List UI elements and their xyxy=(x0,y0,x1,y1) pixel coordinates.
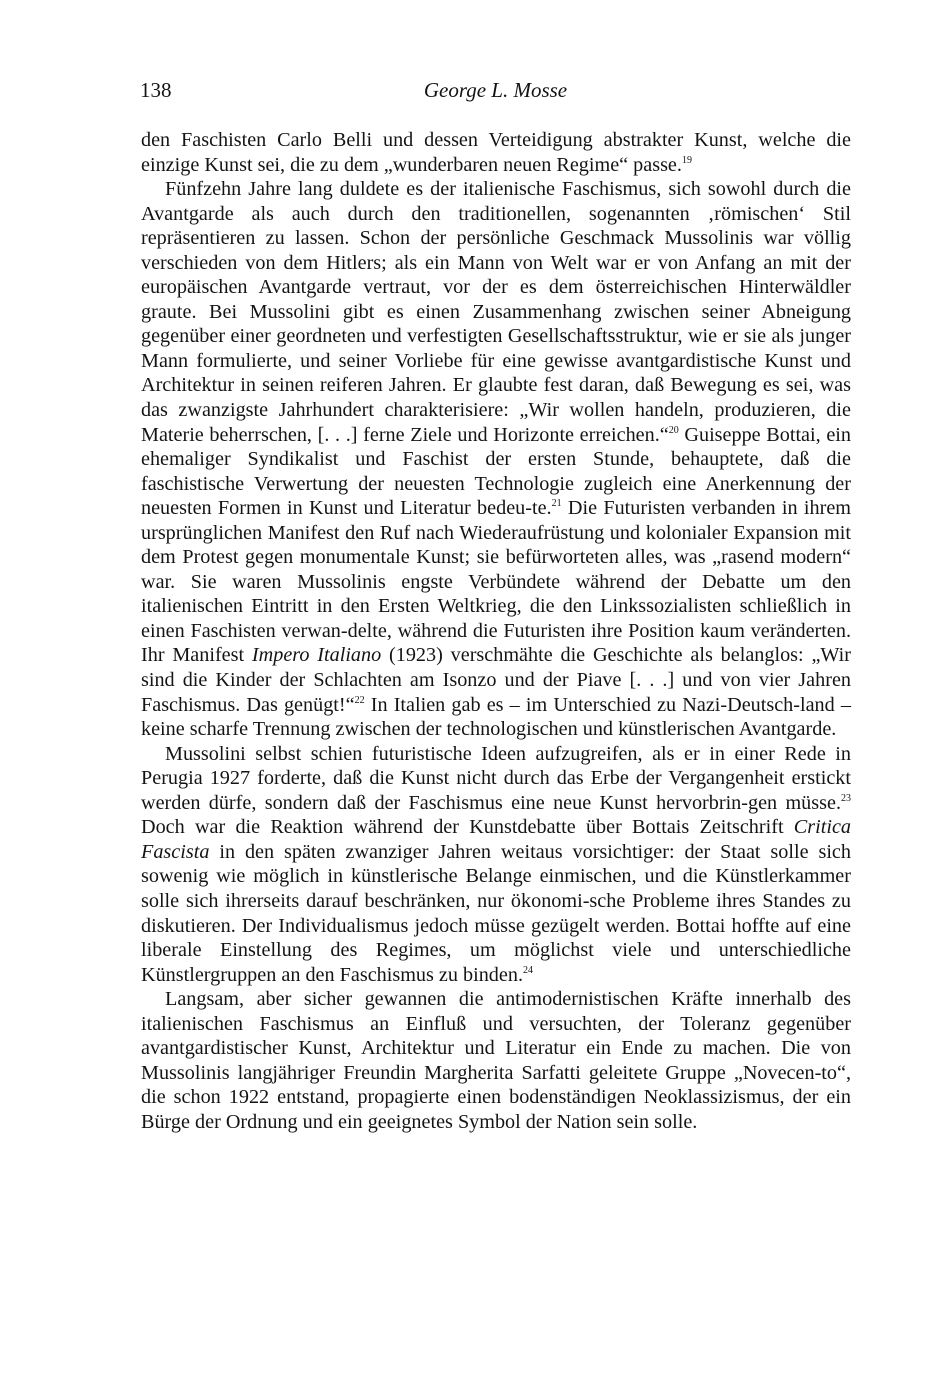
footnote-ref-23: 23 xyxy=(841,792,851,804)
paragraph xyxy=(141,742,851,987)
footnote-ref-21: 21 xyxy=(551,498,562,510)
italic-title: Impero Italiano xyxy=(251,644,382,667)
text-run: In Italien gab es – im Unterschied zu Nazi-Deutsch-land – keine scharfe Trennung zwischen der technologischen und künstlerischen Avantgarde. xyxy=(141,693,851,741)
running-title: George L. Mosse xyxy=(423,78,568,102)
paragraph xyxy=(141,177,851,742)
paragraph xyxy=(141,128,851,177)
page-header xyxy=(140,78,851,108)
footnote-ref-19: 19 xyxy=(681,154,692,166)
footnote-ref-22: 22 xyxy=(354,694,365,706)
text-run: (1923) verschmähte die Geschichte als belanglos: „Wir sind die Kinder der Schlachten am Isonzo und der Piave [. . .] und von vier Jahren Faschismus. Das genügt!“ xyxy=(141,644,851,716)
text-run: den Faschisten Carlo Belli und dessen Verteidigung abstrakter Kunst, welche die einzige Kunst sei, die zu dem „wunderbaren neuen Regime“ passe. xyxy=(141,129,851,176)
paragraph xyxy=(141,987,851,1134)
text-run: Langsam, aber sicher gewannen die antimodernistischen Kräfte innerhalb des italienischen Faschismus an Einfluß und versuchten, der Toleranz gegenüber avantgardistischer Kunst, Architektur und Literatur ein Ende zu machen. Die von Mussolinis langjähriger Freundin Margherita Sarfatti geleitete Gruppe „Novecen-to“, die schon 1922 entstand, propagierte einen bodenständigen Neoklassizismus, der ein Bürge der Ordnung und ein geeignetes Symbol der Nation sein solle. xyxy=(141,988,851,1133)
text-run: Fünfzehn Jahre lang duldete es der italienische Faschismus, sich sowohl durch die Avantgarde als auch durch den traditionellen, sogenannten ‚römischen‘ Stil repräsentieren zu lassen. Schon der persönliche Geschmack Mussolinis war völlig verschieden von dem Hitlers; als ein Mann von Welt war er von Anfang an mit der europäischen Avantgarde vertraut, vor der es dem österreichischen Hinterwäldler graute. Bei Mussolini gibt es einen Zusammenhang zwischen seiner Abneigung gegenüber einer geordneten und verfestigten Gesellschaftsstruktur, wie er sie als junger Mann formulierte, und seiner Vorliebe für eine gewisse avantgardistische Kunst und Architektur in seinen reiferen Jahren. Er glaubte fest daran, daß Bewegung es sei, was das zwanzigste Jahrhundert charakterisiere: „Wir wollen handeln, produzieren, die Materie beherrschen, [. . .] ferne Ziele und Horizonte erreichen.“ xyxy=(141,178,851,446)
italic-title: Critica Fascista xyxy=(141,816,851,863)
footnote-ref-24: 24 xyxy=(523,964,534,976)
text-run: Die Futuristen verbanden in ihrem ursprünglichen Manifest den Ruf nach Wiederaufrüstung und kolonialer Expansion mit dem Protest gegen monumentale Kunst; sie befürworteten alles, was „rasend modern“ war. Sie waren Mussolinis engste Verbündete während der Debatte um den italienischen Eintritt in den Ersten Weltkrieg, die den Linkssozialisten schließlich in einen Faschisten verwan-delte, während die Futuristen ihre Position kaum veränderten. Ihr Manifest xyxy=(141,497,851,667)
text-run: in den späten zwanziger Jahren weitaus vorsichtiger: der Staat solle sich sowenig wie möglich in künstlerische Belange einmischen, und die Künstlerkammer solle sich ihrerseits darauf beschränken, nur ökonomi-sche Probleme ihres Standes zu diskutieren. Der Individualismus jedoch müsse gezügelt werden. Bottai hoffte auf eine liberale Einstellung des Regimes, um möglichst viele und unterschiedliche Künstlergruppen an den Faschismus zu binden. xyxy=(141,840,851,986)
body-text xyxy=(141,128,851,1134)
footnote-ref-20: 20 xyxy=(668,424,679,436)
text-run: Mussolini selbst schien futuristische Ideen aufzugreifen, als er in einer Rede in Perugia 1927 forderte, daß die Kunst nicht durch das Erbe der Vergangenheit erstickt werden dürfe, sondern daß der Faschismus eine neue Kunst hervorbrin-gen müsse. xyxy=(141,742,851,814)
text-run: Doch war die Reaktion während der Kunstdebatte über Bottais Zeitschrift xyxy=(141,816,794,839)
page-number: 138 xyxy=(140,78,172,102)
text-run: Guiseppe Bottai, ein ehemaliger Syndikalist und Faschist der ersten Stunde, behauptete, daß die faschistische Verwertung der neuesten Technologie zugleich eine Anerkennung der neuesten Formen in Kunst und Literatur bedeu-te. xyxy=(141,423,851,520)
